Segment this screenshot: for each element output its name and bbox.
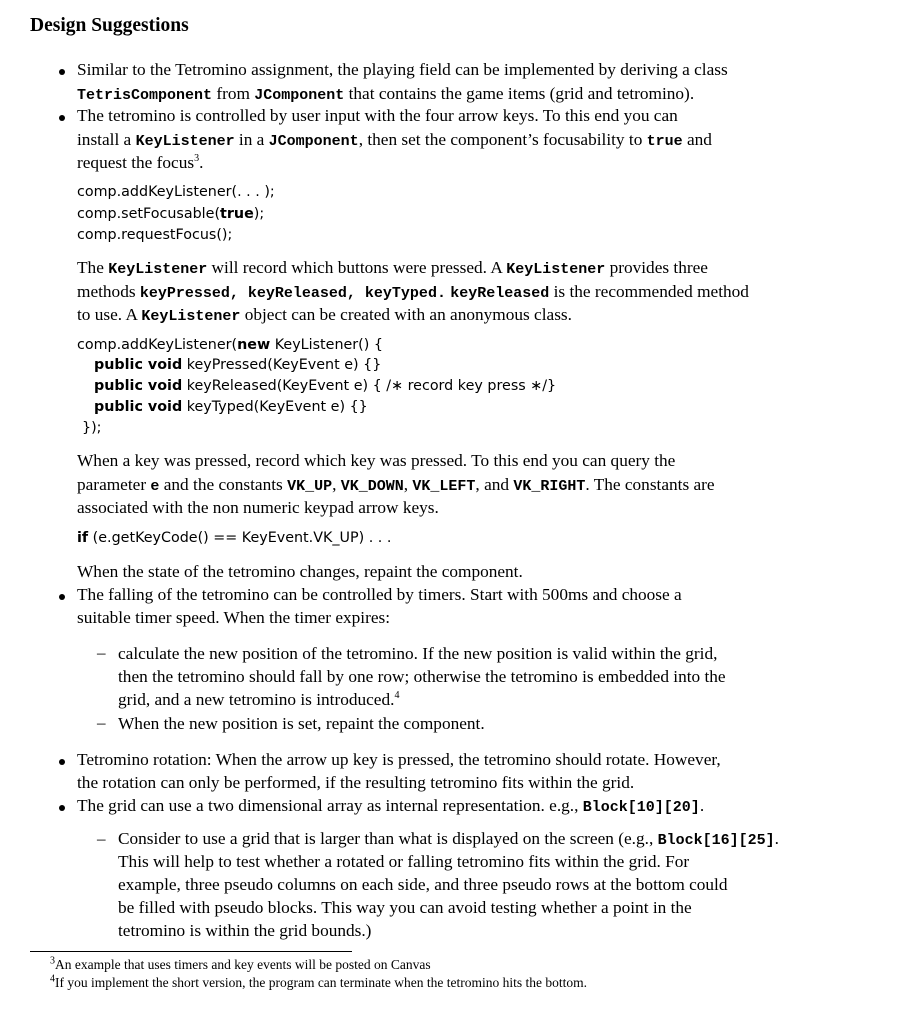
paragraph-line: The KeyListener will record which buttons were pressed. A KeyListener provides three [77,258,708,278]
bullet-dot [59,115,65,121]
code-line: comp.addKeyListener(. . . ); [77,184,275,200]
paragraph-line: methods keyPressed, keyReleased, keyTyped. keyReleased is the recommended method [77,282,749,302]
code-term: TetrisComponent [77,87,213,104]
code-term: VK_LEFT [412,478,476,495]
code-line: if (e.getKeyCode() == KeyEvent.VK_UP) . . . [77,530,392,546]
footnote-3: $^3$An example that uses timers and key events will be posted on Canvas [50,955,431,972]
code-term: keyReleased [450,285,550,302]
code-term: KeyListener [506,261,606,278]
code-term: VK_RIGHT [513,478,586,495]
code-line: public void keyPressed(KeyEvent e) {} [94,357,382,373]
bullet-dot [59,759,65,765]
code-line: comp.addKeyListener(new KeyListener() { [77,337,383,353]
code-term: JComponent [254,87,345,104]
code-line: }); [82,420,102,436]
code-term: VK_UP [287,478,333,495]
code-line: public void keyTyped(KeyEvent e) {} [94,399,368,415]
bullet-3-line-1: The falling of the tetromino can be controlled by timers. Start with 500ms and choose a [77,585,682,604]
bullet-dot [59,805,65,811]
sub-bullet-1-line-3: grid, and a new tetromino is introduced.$^4$ [118,690,400,709]
code-term: JComponent [268,133,359,150]
dash-marker: – [97,829,106,848]
footnote-divider [30,951,352,952]
bullet-4-line-2: the rotation can only be performed, if the resulting tetromino fits within the grid. [77,773,635,792]
sub-bullet-2: When the new position is set, repaint the component. [118,714,485,733]
paragraph-line: parameter e and the constants VK_UP, VK_DOWN, VK_LEFT, and VK_RIGHT. The constants are [77,475,715,495]
bullet-3-line-2: suitable timer speed. When the timer expires: [77,608,391,627]
bullet-2-line-1: The tetromino is controlled by user input with the four arrow keys. To this end you can [77,106,678,125]
code-term: true [646,133,683,150]
bullet-dot [59,69,65,75]
sub-bullet-3-line-1: Consider to use a grid that is larger than what is displayed on the screen (e.g., Block[16][25]. [118,829,779,849]
code-term: keyPressed, keyReleased, keyTyped. [139,285,446,302]
code-line: comp.setFocusable(true); [77,206,265,222]
dash-marker: – [97,713,106,732]
bullet-4-line-1: Tetromino rotation: When the arrow up key is pressed, the tetromino should rotate. However, [77,750,721,769]
dash-marker: – [97,643,106,662]
bullet-2-line-2: install a KeyListener in a JComponent, then set the component’s focusability to true and [77,130,712,150]
sub-bullet-3-line-2: This will help to test whether a rotated or falling tetromino fits within the grid. For [118,852,690,871]
bullet-2-line-3: request the focus$^3$. [77,153,204,172]
code-line: comp.requestFocus(); [77,227,233,243]
paragraph-line: to use. A KeyListener object can be created with an anonymous class. [77,305,572,325]
code-term: VK_DOWN [340,478,404,495]
paragraph-line: When a key was pressed, record which key was pressed. To this end you can query the [77,451,676,470]
section-heading: Design Suggestions [30,15,189,36]
code-term: KeyListener [141,308,241,325]
sub-bullet-3-line-4: be filled with pseudo blocks. This way you can avoid testing whether a point in the [118,898,692,917]
bullet-1-line-1: Similar to the Tetromino assignment, the playing field can be implemented by deriving a class [77,60,728,79]
footnote-ref[interactable]: 4 [394,690,400,702]
paragraph-line: associated with the non numeric keypad arrow keys. [77,498,439,517]
bullet-1-line-2: TetrisComponent from JComponent that contains the game items (grid and tetromino). [77,84,695,104]
bullet-dot [59,594,65,600]
code-term: KeyListener [108,261,208,278]
bullet-5-line-1: The grid can use a two dimensional array as internal representation. e.g., Block[10][20]. [77,796,705,816]
code-line: public void keyReleased(KeyEvent e) { /∗ record key press ∗/} [94,378,557,394]
code-term: Block[16][25] [657,832,775,849]
sub-bullet-3-line-3: example, three pseudo columns on each side, and three pseudo rows at the bottom could [118,875,728,894]
footnote-4: $^4$If you implement the short version, the program can terminate when the tetromino hits the bottom. [50,973,587,990]
code-term: Block[10][20] [582,799,700,816]
code-term: e [150,478,160,495]
paragraph-line: When the state of the tetromino changes, repaint the component. [77,562,523,581]
sub-bullet-3-line-5: tetromino is within the grid bounds.) [118,921,372,940]
footnote-ref[interactable]: 3 [194,153,200,165]
sub-bullet-1-line-2: then the tetromino should fall by one row; otherwise the tetromino is embedded into the [118,667,726,686]
code-term: KeyListener [135,133,235,150]
sub-bullet-1-line-1: calculate the new position of the tetromino. If the new position is valid within the grid, [118,644,718,663]
